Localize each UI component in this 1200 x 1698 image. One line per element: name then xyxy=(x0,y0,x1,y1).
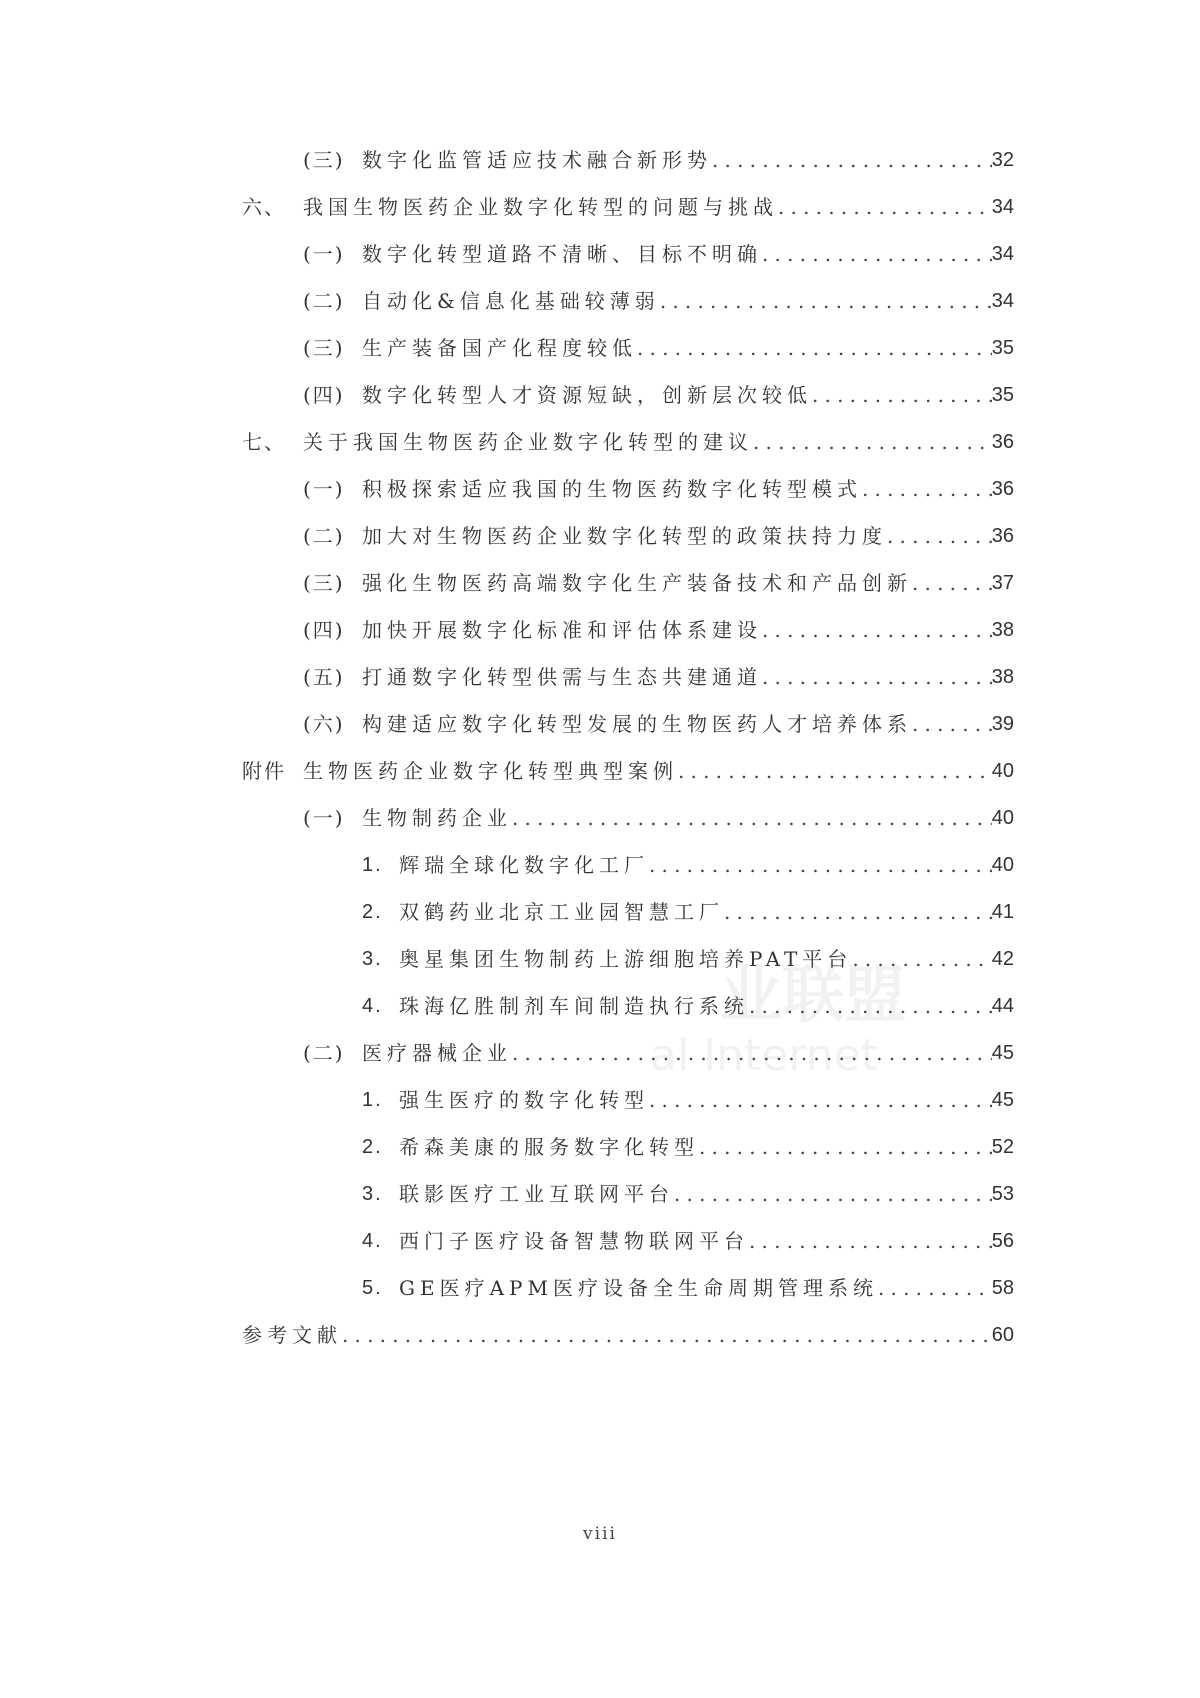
toc-leader-dots xyxy=(762,239,992,269)
toc-entry-title: 珠海亿胜制剂车间制造执行系统 xyxy=(399,994,749,1018)
toc-entry-title: 数字化转型道路不清晰、目标不明确 xyxy=(362,242,762,266)
toc-entry-title: 数字化监管适应技术融合新形势 xyxy=(362,148,712,172)
toc-leader-dots xyxy=(637,333,992,363)
toc-entry-title: 西门子医疗设备智慧物联网平台 xyxy=(399,1229,749,1253)
toc-entry-page: 36 xyxy=(991,525,1014,547)
toc-entry-number: (二) xyxy=(303,524,345,548)
toc-entry-page: 52 xyxy=(991,1136,1014,1158)
toc-entry-title: 关于我国生物医药企业数字化转型的建议 xyxy=(303,430,753,454)
toc-entry-title: 生产装备国产化程度较低 xyxy=(362,336,637,360)
toc-entry-page: 34 xyxy=(991,290,1014,312)
toc-entry-number: (三) xyxy=(303,148,345,172)
toc-entry-page: 45 xyxy=(991,1042,1014,1064)
toc-entry-title: 加大对生物医药企业数字化转型的政策扶持力度 xyxy=(362,524,887,548)
toc-entry-title: 联影医疗工业互联网平台 xyxy=(399,1182,674,1206)
toc-leader-dots xyxy=(342,1320,992,1350)
toc-entry-title: 生物制药企业 xyxy=(362,806,512,830)
toc-leader-dots xyxy=(749,1226,992,1256)
toc-entry-number: (一) xyxy=(303,242,345,266)
toc-entry-title: 生物医药企业数字化转型典型案例 xyxy=(303,759,678,783)
toc-entry-page: 58 xyxy=(991,1277,1014,1299)
toc-entry-page: 45 xyxy=(991,1089,1014,1111)
toc-entry[interactable] xyxy=(242,1320,1014,1350)
toc-leader-dots xyxy=(712,145,992,175)
toc-leader-dots xyxy=(512,1038,992,1068)
toc-leader-dots xyxy=(762,615,992,645)
toc-leader-dots xyxy=(649,1085,992,1115)
toc-entry-page: 40 xyxy=(991,854,1014,876)
toc-leader-dots xyxy=(762,662,992,692)
toc-entry-title: GE医疗APM医疗设备全生命周期管理系统 xyxy=(399,1276,878,1300)
toc-leader-dots xyxy=(660,286,992,316)
toc-entry[interactable] xyxy=(303,286,1014,316)
toc-entry-title: 打通数字化转型供需与生态共建通道 xyxy=(362,665,762,689)
toc-entry-number: 2. xyxy=(362,901,383,923)
toc-entry-number: 附件 xyxy=(242,759,286,783)
toc-entry-page: 41 xyxy=(991,901,1014,923)
toc-entry-page: 34 xyxy=(991,243,1014,265)
toc-entry-number: (四) xyxy=(303,383,345,407)
toc-entry-page: 36 xyxy=(991,431,1014,453)
toc-entry[interactable] xyxy=(303,521,1014,551)
toc-entry-title: 希森美康的服务数字化转型 xyxy=(399,1135,699,1159)
toc-entry-title: 参考文献 xyxy=(242,1323,342,1347)
toc-entry-number: (二) xyxy=(303,289,345,313)
toc-entry-page: 34 xyxy=(991,196,1014,218)
toc-entry[interactable] xyxy=(303,803,1014,833)
toc-leader-dots xyxy=(887,521,992,551)
toc-entry[interactable] xyxy=(242,192,1014,222)
toc-entry-page: 38 xyxy=(991,666,1014,688)
toc-leader-dots xyxy=(649,850,992,880)
toc-entry-page: 35 xyxy=(991,337,1014,359)
toc-entry-number: (三) xyxy=(303,336,345,360)
toc-entry[interactable] xyxy=(362,850,1014,880)
toc-entry-title: 数字化转型人才资源短缺，创新层次较低 xyxy=(362,383,812,407)
toc-leader-dots xyxy=(852,944,991,974)
toc-entry-page: 40 xyxy=(991,760,1014,782)
toc-entry[interactable] xyxy=(362,1085,1014,1115)
toc-entry[interactable] xyxy=(362,1179,1014,1209)
toc-entry-number: 七、 xyxy=(242,430,286,454)
toc-entry[interactable] xyxy=(362,897,1014,927)
toc-entry-number: 3. xyxy=(362,948,383,970)
toc-entry[interactable] xyxy=(303,615,1014,645)
toc-entry-page: 39 xyxy=(991,713,1014,735)
toc-entry[interactable] xyxy=(303,145,1014,175)
toc-entry-title: 强生医疗的数字化转型 xyxy=(399,1088,649,1112)
toc-entry[interactable] xyxy=(242,756,1014,786)
toc-entry[interactable] xyxy=(303,380,1014,410)
toc-entry-page: 40 xyxy=(991,807,1014,829)
toc-entry-number: (六) xyxy=(303,712,345,736)
toc-entry-number: (一) xyxy=(303,806,345,830)
toc-entry-title: 双鹤药业北京工业园智慧工厂 xyxy=(399,900,724,924)
toc-entry[interactable] xyxy=(362,1273,1014,1303)
toc-entry[interactable] xyxy=(303,474,1014,504)
watermark-logo: 业联盟 xyxy=(720,958,907,1031)
toc-entry-page: 37 xyxy=(991,572,1014,594)
toc-entry-page: 56 xyxy=(991,1230,1014,1252)
toc-leader-dots xyxy=(512,803,992,833)
toc-entry-number: 4. xyxy=(362,995,383,1017)
toc-entry-number: 4. xyxy=(362,1230,383,1252)
toc-entry-number: (四) xyxy=(303,618,345,642)
toc-entry-title: 构建适应数字化转型发展的生物医药人才培养体系 xyxy=(362,712,912,736)
toc-entry-number: 1. xyxy=(362,854,383,876)
toc-entry-number: (二) xyxy=(303,1041,345,1065)
toc-entry-page: 35 xyxy=(991,384,1014,406)
toc-entry-number: 2. xyxy=(362,1136,383,1158)
toc-entry-number: 3. xyxy=(362,1183,383,1205)
toc-entry-number: 5. xyxy=(362,1277,383,1299)
toc-entry-title: 辉瑞全球化数字化工厂 xyxy=(399,853,649,877)
toc-entry-page: 44 xyxy=(991,995,1014,1017)
toc-entry-number: (三) xyxy=(303,571,345,595)
page-number: viii xyxy=(583,1524,617,1544)
toc-leader-dots xyxy=(878,1273,992,1303)
toc-entry[interactable] xyxy=(303,709,1014,739)
toc-entry-number: (五) xyxy=(303,665,345,689)
toc-entry[interactable] xyxy=(303,662,1014,692)
toc-entry-page: 36 xyxy=(991,478,1014,500)
toc-entry-page: 60 xyxy=(991,1324,1014,1346)
toc-leader-dots xyxy=(912,568,992,598)
toc-entry-title: 自动化&信息化基础较薄弱 xyxy=(362,289,660,313)
toc-entry-number: (一) xyxy=(303,477,345,501)
toc-entry-page: 53 xyxy=(991,1183,1014,1205)
toc-entry-number: 六、 xyxy=(242,195,286,219)
toc-entry-page: 42 xyxy=(991,948,1014,970)
watermark-text: al Internet xyxy=(650,1030,878,1081)
toc-leader-dots xyxy=(749,991,992,1021)
toc-leader-dots xyxy=(678,756,992,786)
toc-leader-dots xyxy=(753,427,992,457)
toc-entry[interactable] xyxy=(303,333,1014,363)
toc-entry-title: 积极探索适应我国的生物医药数字化转型模式 xyxy=(362,477,862,501)
toc-leader-dots xyxy=(812,380,992,410)
toc-entry-title: 我国生物医药企业数字化转型的问题与挑战 xyxy=(303,195,778,219)
toc-entry-page: 32 xyxy=(991,149,1014,171)
toc-entry[interactable] xyxy=(362,991,1014,1021)
toc-entry[interactable] xyxy=(362,1132,1014,1162)
toc-entry[interactable] xyxy=(362,1226,1014,1256)
toc-entry-title: 加快开展数字化标准和评估体系建设 xyxy=(362,618,762,642)
toc-entry-title: 强化生物医药高端数字化生产装备技术和产品创新 xyxy=(362,571,912,595)
toc-leader-dots xyxy=(724,897,992,927)
toc-leader-dots xyxy=(699,1132,992,1162)
toc-entry-title: 奥星集团生物制药上游细胞培养PAT平台 xyxy=(399,947,853,971)
toc-entry[interactable] xyxy=(362,944,1014,974)
toc-leader-dots xyxy=(912,709,992,739)
toc-leader-dots xyxy=(862,474,992,504)
toc-entry-title: 医疗器械企业 xyxy=(362,1041,512,1065)
toc-entry[interactable] xyxy=(303,1038,1014,1068)
toc-entry-number: 1. xyxy=(362,1089,383,1111)
toc-leader-dots xyxy=(674,1179,992,1209)
toc-leader-dots xyxy=(778,192,992,222)
toc-entry[interactable] xyxy=(303,568,1014,598)
toc-entry-page: 38 xyxy=(991,619,1014,641)
toc-entry[interactable] xyxy=(242,427,1014,457)
toc-entry[interactable] xyxy=(303,239,1014,269)
